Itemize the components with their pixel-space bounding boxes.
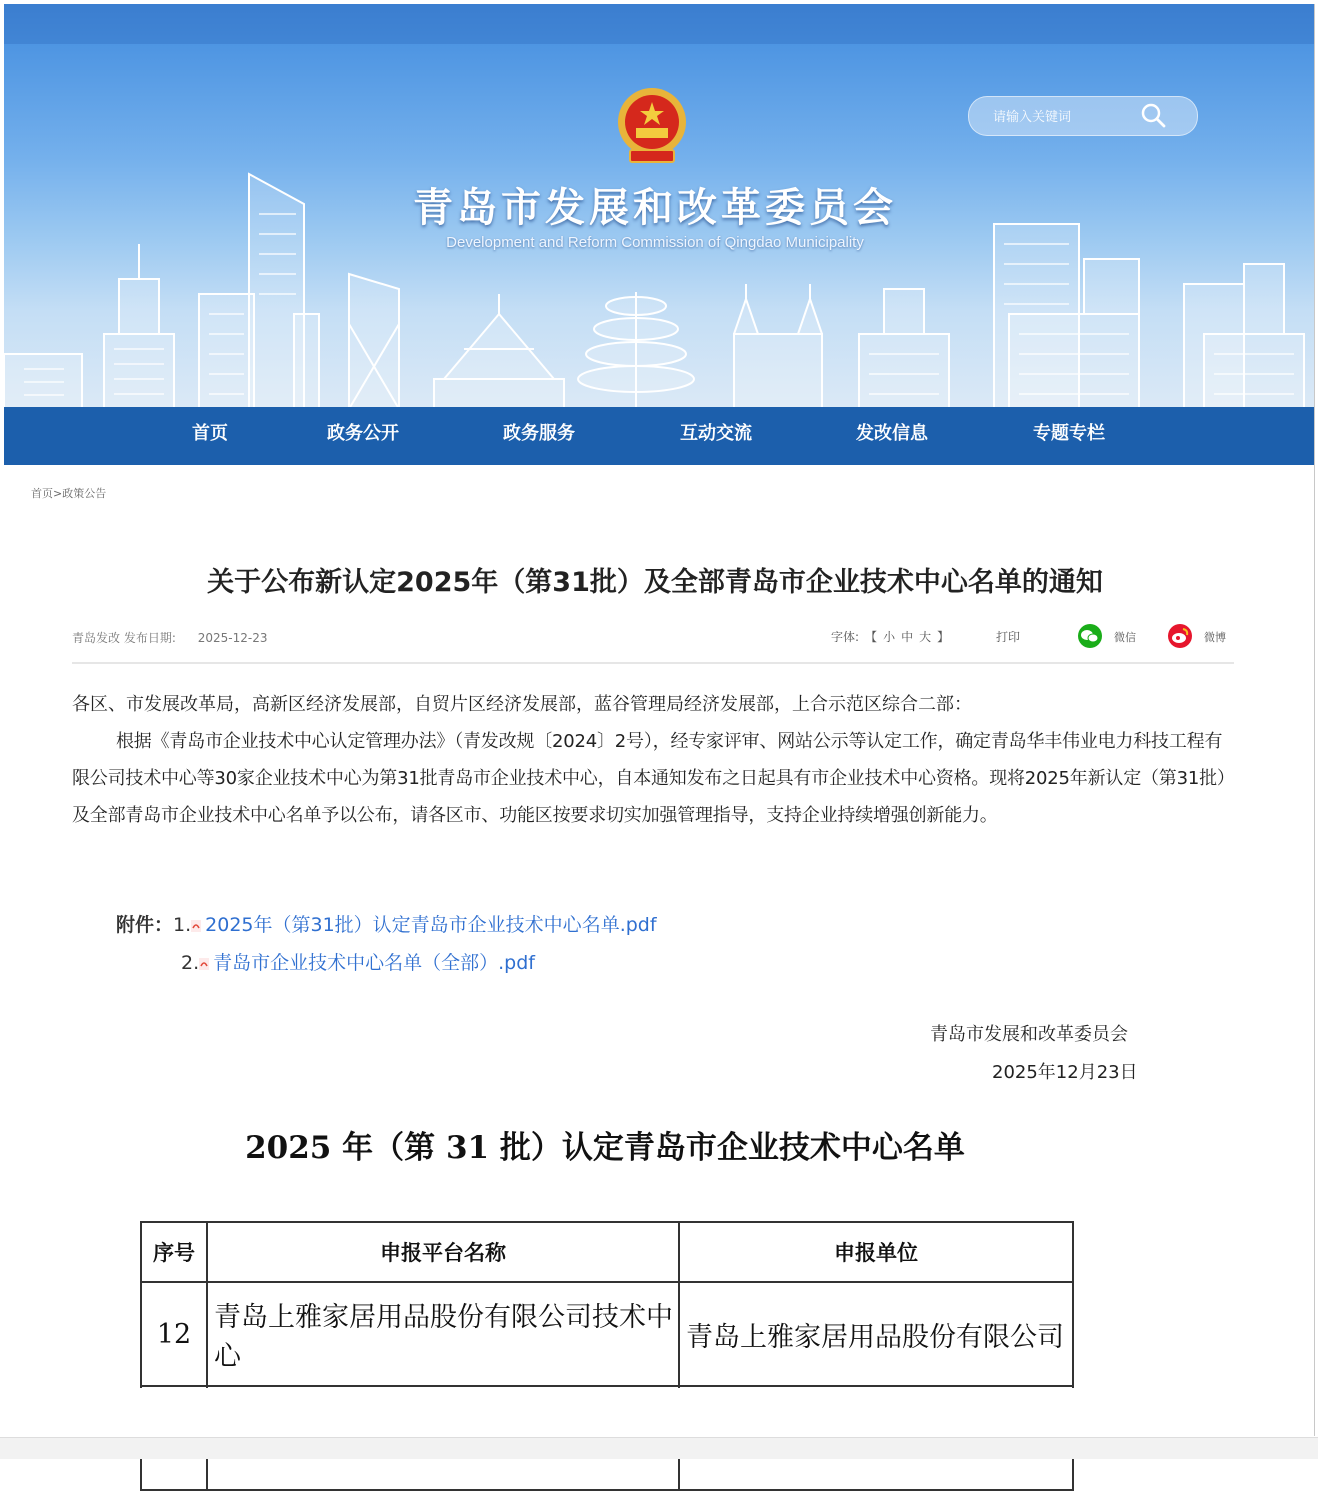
article-source: 青岛发改 <box>72 631 121 645</box>
column-header: 申报单位 <box>679 1222 1073 1282</box>
table-header-row <box>141 1222 1073 1282</box>
breadcrumb <box>31 485 106 501</box>
share-wechat-label: 微信 <box>1114 631 1136 644</box>
font-size-control <box>828 628 952 645</box>
attachment-number: 1. <box>173 914 192 936</box>
share-weibo-label: 微博 <box>1204 631 1226 644</box>
attachment-item <box>116 944 657 982</box>
font-large-button[interactable]: 大 <box>919 630 932 644</box>
attachment-link-1[interactable]: 2025年（第31批）认定青岛市企业技术中心名单.pdf <box>205 914 657 936</box>
nav-government-services[interactable]: 政务服务 <box>503 423 575 444</box>
share-wechat-button[interactable] <box>1076 624 1148 648</box>
header-divider <box>72 662 1234 664</box>
column-header: 序号 <box>141 1222 207 1282</box>
attachments <box>116 906 657 982</box>
attachment-link-2[interactable]: 青岛市企业技术中心名单（全部）.pdf <box>213 952 535 974</box>
attachments-label: 附件： <box>116 914 174 936</box>
font-label: 字体: <box>831 630 860 644</box>
cell-platform-name: 青岛上雅家居用品股份有限公司技术中心 <box>207 1282 679 1386</box>
nav-special-topics[interactable]: 专题专栏 <box>1033 423 1105 444</box>
weibo-icon <box>1166 624 1194 648</box>
article-title: 关于公布新认定2025年（第31批）及全部青岛市企业技术中心名单的通知 <box>207 567 1103 598</box>
cell-index: 12 <box>141 1282 207 1386</box>
print-button[interactable]: 打印 <box>996 630 1021 644</box>
font-bracket-close: 】 <box>937 630 950 644</box>
site-subtitle: Development and Reform Commission of Qingdao Municipality <box>446 234 864 251</box>
column-header: 申报平台名称 <box>207 1222 679 1282</box>
pdf-file-icon <box>199 958 209 970</box>
signature-date: 2025年12月23日 <box>992 1062 1138 1083</box>
bottom-band <box>0 1437 1318 1459</box>
page-cutoff <box>136 1388 1076 1438</box>
share-weibo-button[interactable] <box>1166 624 1238 648</box>
pdf-file-icon <box>191 920 201 932</box>
article-meta <box>72 629 267 646</box>
nav-government-affairs[interactable]: 政务公开 <box>327 423 399 444</box>
font-small-button[interactable]: 小 <box>883 630 896 644</box>
breadcrumb-current[interactable]: 政策公告 <box>62 487 107 500</box>
search-input[interactable] <box>991 105 1145 129</box>
search-icon[interactable] <box>1140 102 1166 128</box>
attachment-number: 2. <box>181 952 200 974</box>
document-title: 2025 年（第 31 批）认定青岛市企业技术中心名单 <box>245 1130 965 1166</box>
article-salutation: 各区、市发展改革局，高新区经济发展部，自贸片区经济发展部，蓝谷管理局经济发展部，上合示范区综合二部： <box>72 694 972 715</box>
wechat-icon <box>1076 624 1104 648</box>
banner-top-band <box>4 4 1314 44</box>
national-emblem-icon <box>612 86 692 166</box>
nav-reform-info[interactable]: 发改信息 <box>856 423 928 444</box>
date-label: 发布日期: <box>123 631 176 645</box>
cell-applicant: 青岛上雅家居用品股份有限公司 <box>679 1282 1073 1386</box>
article-paragraph: 根据《青岛市企业技术中心认定管理办法》（青发改规〔2024〕2号），经专家评审、网站公示等认定工作，确定青岛华丰伟业电力科技工程有限公司技术中心等30家企业技术中心为第31批青岛市企业技术中心，自本通知发布之日起具有市企业技术中心资格。现将2025年新认定（第31批）及全部青岛市企业技术中心名单予以公布，请各区市、功能区按要求切实加强管理指导，支持企业持续增强创新能力。 <box>72 731 1226 826</box>
main-nav <box>4 407 1314 465</box>
nav-home[interactable]: 首页 <box>192 423 228 444</box>
signature-org: 青岛市发展和改革委员会 <box>930 1024 1128 1045</box>
font-bracket-open: 【 <box>865 630 878 644</box>
breadcrumb-home[interactable]: 首页 <box>31 487 53 500</box>
font-medium-button[interactable]: 中 <box>901 630 914 644</box>
attachment-item <box>116 906 657 944</box>
table-row <box>141 1282 1073 1386</box>
site-title: 青岛市发展和改革委员会 <box>413 184 897 231</box>
breadcrumb-separator: > <box>53 487 63 500</box>
nav-interaction[interactable]: 互动交流 <box>680 423 752 444</box>
publish-date: 2025-12-23 <box>197 631 268 645</box>
